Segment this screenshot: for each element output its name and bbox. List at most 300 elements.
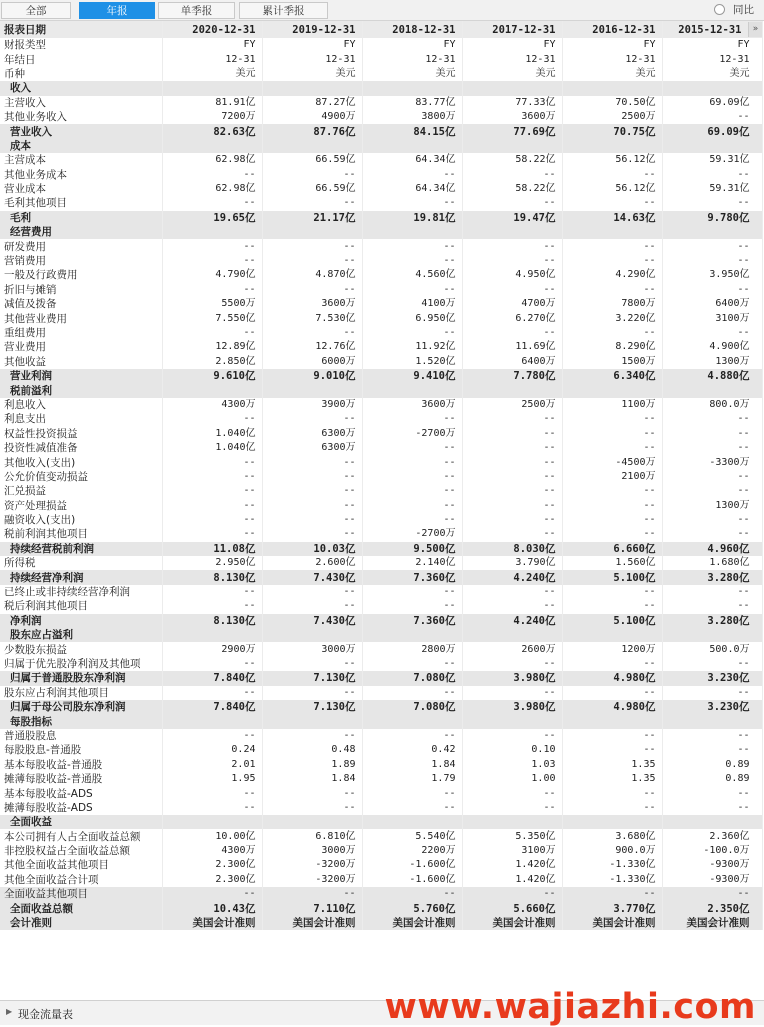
cell-value: 7.430亿 [262, 614, 362, 628]
cell-value [462, 225, 562, 239]
cell-value: 6000万 [262, 355, 362, 369]
cell-value: -- [362, 599, 462, 613]
cell-value: 2.300亿 [162, 858, 262, 872]
cell-value: 美国会计准则 [562, 916, 662, 930]
row-label: 主营收入 [0, 96, 162, 110]
row-label: 研发费用 [0, 239, 162, 253]
table-row[interactable] [0, 628, 762, 642]
cell-value: -- [162, 729, 262, 743]
cell-value: FY [662, 38, 762, 52]
cell-value: 2.600亿 [262, 556, 362, 570]
table-row[interactable] [0, 283, 762, 297]
cell-value: 8.130亿 [162, 570, 262, 584]
table-row[interactable] [0, 484, 762, 498]
cell-value: -- [462, 786, 562, 800]
cell-value: -- [462, 326, 562, 340]
cell-value: 7.840亿 [162, 671, 262, 685]
period-header[interactable]: 2017-12-31 [462, 21, 562, 38]
cell-value: 5.540亿 [362, 829, 462, 843]
cell-value: 6400万 [662, 297, 762, 311]
cell-value: -- [562, 786, 662, 800]
table-row[interactable] [0, 81, 762, 95]
table-row[interactable] [0, 786, 762, 800]
cell-value [362, 225, 462, 239]
cell-value: -- [162, 585, 262, 599]
table-row[interactable] [0, 412, 762, 426]
cell-value: -3200万 [262, 858, 362, 872]
cell-value: 2200万 [362, 844, 462, 858]
table-row[interactable] [0, 398, 762, 412]
cell-value: 5.100亿 [562, 570, 662, 584]
table-row[interactable] [0, 657, 762, 671]
cell-value: -- [562, 599, 662, 613]
cell-value: -- [462, 801, 562, 815]
cell-value: -- [162, 326, 262, 340]
cell-value: 1.03 [462, 758, 562, 772]
cell-value: -3300万 [662, 455, 762, 469]
table-row[interactable] [0, 556, 762, 570]
cell-value: 5500万 [162, 297, 262, 311]
cell-value: 4.900亿 [662, 340, 762, 354]
cell-value: -- [162, 470, 262, 484]
cell-value: 0.24 [162, 743, 262, 757]
row-label: 全面收益总额 [0, 901, 162, 915]
cell-value: 1.680亿 [662, 556, 762, 570]
row-label: 其他业务收入 [0, 110, 162, 124]
table-row[interactable] [0, 858, 762, 872]
cell-value: 12-31 [462, 52, 562, 66]
cell-value [462, 815, 562, 829]
cell-value [262, 815, 362, 829]
cell-value [562, 225, 662, 239]
cell-value: -- [662, 196, 762, 210]
cell-value: 1.79 [362, 772, 462, 786]
cell-value: -- [362, 455, 462, 469]
row-label: 资产处理损益 [0, 499, 162, 513]
table-row[interactable] [0, 829, 762, 843]
table-row[interactable] [0, 52, 762, 66]
cell-value: 8.130亿 [162, 614, 262, 628]
cell-value: 1.89 [262, 758, 362, 772]
cell-value: 1.520亿 [362, 355, 462, 369]
cell-value: -- [562, 326, 662, 340]
cell-value: 美元 [362, 67, 462, 81]
cell-value: -- [462, 599, 562, 613]
table-row[interactable] [0, 470, 762, 484]
cell-value: -- [662, 599, 762, 613]
cell-value: -- [462, 499, 562, 513]
table-row[interactable] [0, 758, 762, 772]
watermark-text: www.wajiazhi.com [384, 987, 756, 1027]
cell-value: 12-31 [662, 52, 762, 66]
cashflow-section-label: 现金流量表 [18, 1008, 73, 1021]
cell-value: 66.59亿 [262, 182, 362, 196]
report-tab-bar [0, 0, 764, 21]
row-label: 股东应占溢利 [0, 628, 162, 642]
cell-value: 10.03亿 [262, 542, 362, 556]
table-row[interactable] [0, 38, 762, 52]
cell-value: 84.15亿 [362, 124, 462, 138]
table-row[interactable] [0, 671, 762, 685]
cell-value: 7200万 [162, 110, 262, 124]
cell-value: 81.91亿 [162, 96, 262, 110]
cell-value [562, 628, 662, 642]
row-label: 营业收入 [0, 124, 162, 138]
cell-value: 4100万 [362, 297, 462, 311]
cell-value: 7.130亿 [262, 700, 362, 714]
row-label: 摊薄每股收益-普通股 [0, 772, 162, 786]
cell-value: 7.080亿 [362, 671, 462, 685]
cell-value: -- [362, 196, 462, 210]
cell-value: 9.610亿 [162, 369, 262, 383]
cell-value: 6300万 [262, 441, 362, 455]
cell-value: -- [362, 441, 462, 455]
cell-value: 14.63亿 [562, 211, 662, 225]
cell-value: 7.780亿 [462, 369, 562, 383]
table-row[interactable] [0, 700, 762, 714]
table-row[interactable] [0, 873, 762, 887]
cell-value: -- [262, 887, 362, 901]
table-row[interactable] [0, 225, 762, 239]
cell-value: 7.360亿 [362, 570, 462, 584]
cell-value: -- [462, 585, 562, 599]
table-row[interactable] [0, 729, 762, 743]
cell-value: -2700万 [362, 527, 462, 541]
cell-value: 58.22亿 [462, 153, 562, 167]
cell-value: -- [462, 455, 562, 469]
table-row[interactable] [0, 340, 762, 354]
cell-value: -- [662, 283, 762, 297]
table-row[interactable] [0, 642, 762, 656]
cell-value [462, 714, 562, 728]
table-row[interactable] [0, 153, 762, 167]
cell-value: -1.330亿 [562, 858, 662, 872]
cell-value: 62.98亿 [162, 182, 262, 196]
cell-value: 1300万 [662, 499, 762, 513]
table-row[interactable] [0, 815, 762, 829]
row-label: 其他业务成本 [0, 168, 162, 182]
cell-value: 4.790亿 [162, 268, 262, 282]
cell-value: -- [162, 801, 262, 815]
cell-value [162, 139, 262, 153]
row-label: 折旧与摊销 [0, 283, 162, 297]
cell-value: 3.680亿 [562, 829, 662, 843]
cell-value: 3000万 [262, 642, 362, 656]
cell-value: 21.17亿 [262, 211, 362, 225]
cell-value: -- [162, 499, 262, 513]
cell-value: -- [562, 427, 662, 441]
row-label: 每股股息-普通股 [0, 743, 162, 757]
cell-value: -100.0万 [662, 844, 762, 858]
cell-value: -- [662, 168, 762, 182]
cell-value: 70.75亿 [562, 124, 662, 138]
table-row[interactable] [0, 211, 762, 225]
tab-all[interactable] [1, 2, 71, 19]
table-row[interactable] [0, 196, 762, 210]
table-body [0, 38, 762, 930]
cell-value: -- [662, 441, 762, 455]
cell-value: -- [562, 585, 662, 599]
table-row[interactable] [0, 239, 762, 253]
row-label: 税前利润其他项目 [0, 527, 162, 541]
tab-all-label: 全部 [25, 5, 47, 17]
table-row[interactable] [0, 772, 762, 786]
cell-value: 1.84 [362, 758, 462, 772]
tab-single-quarter[interactable] [158, 2, 235, 19]
cell-value: -- [162, 657, 262, 671]
cell-value: 3600万 [462, 110, 562, 124]
cell-value: 2100万 [562, 470, 662, 484]
table-row[interactable] [0, 585, 762, 599]
row-label: 其他营业费用 [0, 311, 162, 325]
period-header[interactable]: 2019-12-31 [262, 21, 362, 38]
cell-value: -- [362, 513, 462, 527]
cell-value: -- [462, 412, 562, 426]
period-header[interactable]: 2015-12-31 [662, 21, 762, 38]
cell-value: -- [362, 729, 462, 743]
cell-value: 6.950亿 [362, 311, 462, 325]
cell-value: -- [362, 326, 462, 340]
cell-value: 2.850亿 [162, 355, 262, 369]
cell-value [462, 81, 562, 95]
cell-value: 7800万 [562, 297, 662, 311]
row-label: 净利润 [0, 614, 162, 628]
cell-value: -- [362, 585, 462, 599]
cell-value: -- [562, 168, 662, 182]
table-row[interactable] [0, 614, 762, 628]
cell-value [162, 714, 262, 728]
cell-value: 0.10 [462, 743, 562, 757]
cell-value: -- [262, 168, 362, 182]
cell-value: 美国会计准则 [462, 916, 562, 930]
row-label: 成本 [0, 139, 162, 153]
cell-value [162, 225, 262, 239]
table-row[interactable] [0, 311, 762, 325]
row-label: 其他收入(支出) [0, 455, 162, 469]
table-row[interactable] [0, 110, 762, 124]
table-row[interactable] [0, 254, 762, 268]
cell-value: -- [262, 801, 362, 815]
cell-value: 59.31亿 [662, 153, 762, 167]
cell-value: 9.410亿 [362, 369, 462, 383]
cell-value [662, 815, 762, 829]
tab-annual-label: 年报 [106, 5, 128, 17]
cell-value: 6.340亿 [562, 369, 662, 383]
cell-value: -- [362, 254, 462, 268]
table-row[interactable] [0, 326, 762, 340]
cell-value: 2.950亿 [162, 556, 262, 570]
cell-value: 3.790亿 [462, 556, 562, 570]
row-label: 全面收益其他项目 [0, 887, 162, 901]
cell-value: -- [662, 513, 762, 527]
row-label: 营业成本 [0, 182, 162, 196]
yoy-toggle[interactable] [714, 2, 754, 18]
period-header[interactable]: 2018-12-31 [362, 21, 462, 38]
table-row[interactable] [0, 297, 762, 311]
cell-value: 3.220亿 [562, 311, 662, 325]
row-label: 持续经营净利润 [0, 570, 162, 584]
cell-value: 7.430亿 [262, 570, 362, 584]
cell-value: -- [562, 729, 662, 743]
table-row[interactable] [0, 168, 762, 182]
cell-value: 5.660亿 [462, 901, 562, 915]
row-label: 归属于母公司股东净利润 [0, 700, 162, 714]
row-label: 利息支出 [0, 412, 162, 426]
cell-value: 7.360亿 [362, 614, 462, 628]
table-row[interactable] [0, 124, 762, 138]
cell-value: 4300万 [162, 844, 262, 858]
table-row[interactable] [0, 599, 762, 613]
cell-value: -- [662, 657, 762, 671]
cell-value: 12.76亿 [262, 340, 362, 354]
cell-value: 8.030亿 [462, 542, 562, 556]
cell-value [162, 81, 262, 95]
table-row[interactable] [0, 542, 762, 556]
cell-value [362, 383, 462, 397]
cell-value: -- [262, 326, 362, 340]
cell-value: -- [262, 254, 362, 268]
cell-value [362, 714, 462, 728]
cell-value: 12-31 [262, 52, 362, 66]
row-label: 会计准则 [0, 916, 162, 930]
tab-annual[interactable] [79, 2, 155, 19]
table-row[interactable] [0, 570, 762, 584]
cell-value: -- [362, 657, 462, 671]
table-row[interactable] [0, 383, 762, 397]
cell-value: 7.550亿 [162, 311, 262, 325]
income-statement-table [0, 21, 763, 930]
cell-value: -2700万 [362, 427, 462, 441]
cell-value: -- [562, 196, 662, 210]
table-row[interactable] [0, 355, 762, 369]
table-row[interactable] [0, 268, 762, 282]
cell-value: 6300万 [262, 427, 362, 441]
table-row[interactable] [0, 96, 762, 110]
cell-value: 1100万 [562, 398, 662, 412]
cell-value: -- [562, 743, 662, 757]
table-row[interactable] [0, 743, 762, 757]
table-row[interactable] [0, 427, 762, 441]
table-row[interactable] [0, 527, 762, 541]
table-row[interactable] [0, 686, 762, 700]
row-label: 基本每股收益-普通股 [0, 758, 162, 772]
row-label: 每股指标 [0, 714, 162, 728]
table-row[interactable] [0, 887, 762, 901]
tab-cumulative-quarter-label: 累计季报 [262, 5, 305, 17]
cell-value: -- [562, 513, 662, 527]
table-row[interactable] [0, 513, 762, 527]
cell-value: -- [562, 239, 662, 253]
cell-value [562, 139, 662, 153]
row-label: 所得税 [0, 556, 162, 570]
cell-value: 0.48 [262, 743, 362, 757]
cell-value: 8.290亿 [562, 340, 662, 354]
table-row[interactable] [0, 901, 762, 915]
cell-value: 77.33亿 [462, 96, 562, 110]
cell-value: 4.950亿 [462, 268, 562, 282]
row-label: 利息收入 [0, 398, 162, 412]
tab-cumulative-quarter[interactable] [239, 2, 328, 19]
cell-value: -- [262, 513, 362, 527]
cell-value: 7.530亿 [262, 311, 362, 325]
cell-value: 2.01 [162, 758, 262, 772]
period-header[interactable]: 2016-12-31 [562, 21, 662, 38]
cell-value: 2.350亿 [662, 901, 762, 915]
cell-value: -- [662, 427, 762, 441]
table-row[interactable] [0, 455, 762, 469]
cell-value: 3.980亿 [462, 671, 562, 685]
cell-value: -- [662, 412, 762, 426]
table-row[interactable] [0, 182, 762, 196]
cell-value: 0.89 [662, 758, 762, 772]
yoy-label: 同比 [733, 4, 754, 16]
cell-value: 1.35 [562, 772, 662, 786]
yoy-radio-icon[interactable] [714, 4, 725, 15]
cell-value: 1300万 [662, 355, 762, 369]
table-row[interactable] [0, 801, 762, 815]
table-row[interactable] [0, 441, 762, 455]
cell-value [662, 81, 762, 95]
cell-value: 11.08亿 [162, 542, 262, 556]
table-row[interactable] [0, 499, 762, 513]
row-label: 减值及拨备 [0, 297, 162, 311]
cell-value: 美国会计准则 [662, 916, 762, 930]
cell-value: 59.31亿 [662, 182, 762, 196]
cell-value: -1.600亿 [362, 873, 462, 887]
cell-value [562, 81, 662, 95]
cell-value: 2.140亿 [362, 556, 462, 570]
table-row[interactable] [0, 714, 762, 728]
cell-value: 2500万 [562, 110, 662, 124]
cell-value: 3.950亿 [662, 268, 762, 282]
cell-value: 77.69亿 [462, 124, 562, 138]
table-row[interactable] [0, 916, 762, 930]
table-row[interactable] [0, 139, 762, 153]
expand-caret-icon[interactable]: ▶ [6, 1007, 13, 1016]
table-row[interactable] [0, 844, 762, 858]
cell-value: -- [562, 499, 662, 513]
cell-value: 19.65亿 [162, 211, 262, 225]
period-header[interactable]: 2020-12-31 [162, 21, 262, 38]
scroll-right-icon[interactable]: » [748, 22, 762, 37]
row-label: 已终止或非持续经营净利润 [0, 585, 162, 599]
cell-value: 0.89 [662, 772, 762, 786]
cell-value [462, 139, 562, 153]
cell-value: -- [162, 455, 262, 469]
table-row[interactable] [0, 67, 762, 81]
cell-value [562, 815, 662, 829]
cell-value: 3900万 [262, 398, 362, 412]
cell-value: 3000万 [262, 844, 362, 858]
cell-value: 6400万 [462, 355, 562, 369]
cell-value: -- [562, 801, 662, 815]
cell-value: 美元 [262, 67, 362, 81]
cell-value: -- [562, 441, 662, 455]
cell-value: -- [162, 254, 262, 268]
cell-value [262, 383, 362, 397]
cell-value: 3.230亿 [662, 671, 762, 685]
cell-value: -- [462, 470, 562, 484]
cell-value: 4.290亿 [562, 268, 662, 282]
cell-value: 3.230亿 [662, 700, 762, 714]
row-label: 币种 [0, 67, 162, 81]
row-label: 投资性减值准备 [0, 441, 162, 455]
cell-value: 10.00亿 [162, 829, 262, 843]
cell-value: -- [362, 499, 462, 513]
table-row[interactable] [0, 369, 762, 383]
cell-value [262, 139, 362, 153]
cell-value: -- [462, 441, 562, 455]
